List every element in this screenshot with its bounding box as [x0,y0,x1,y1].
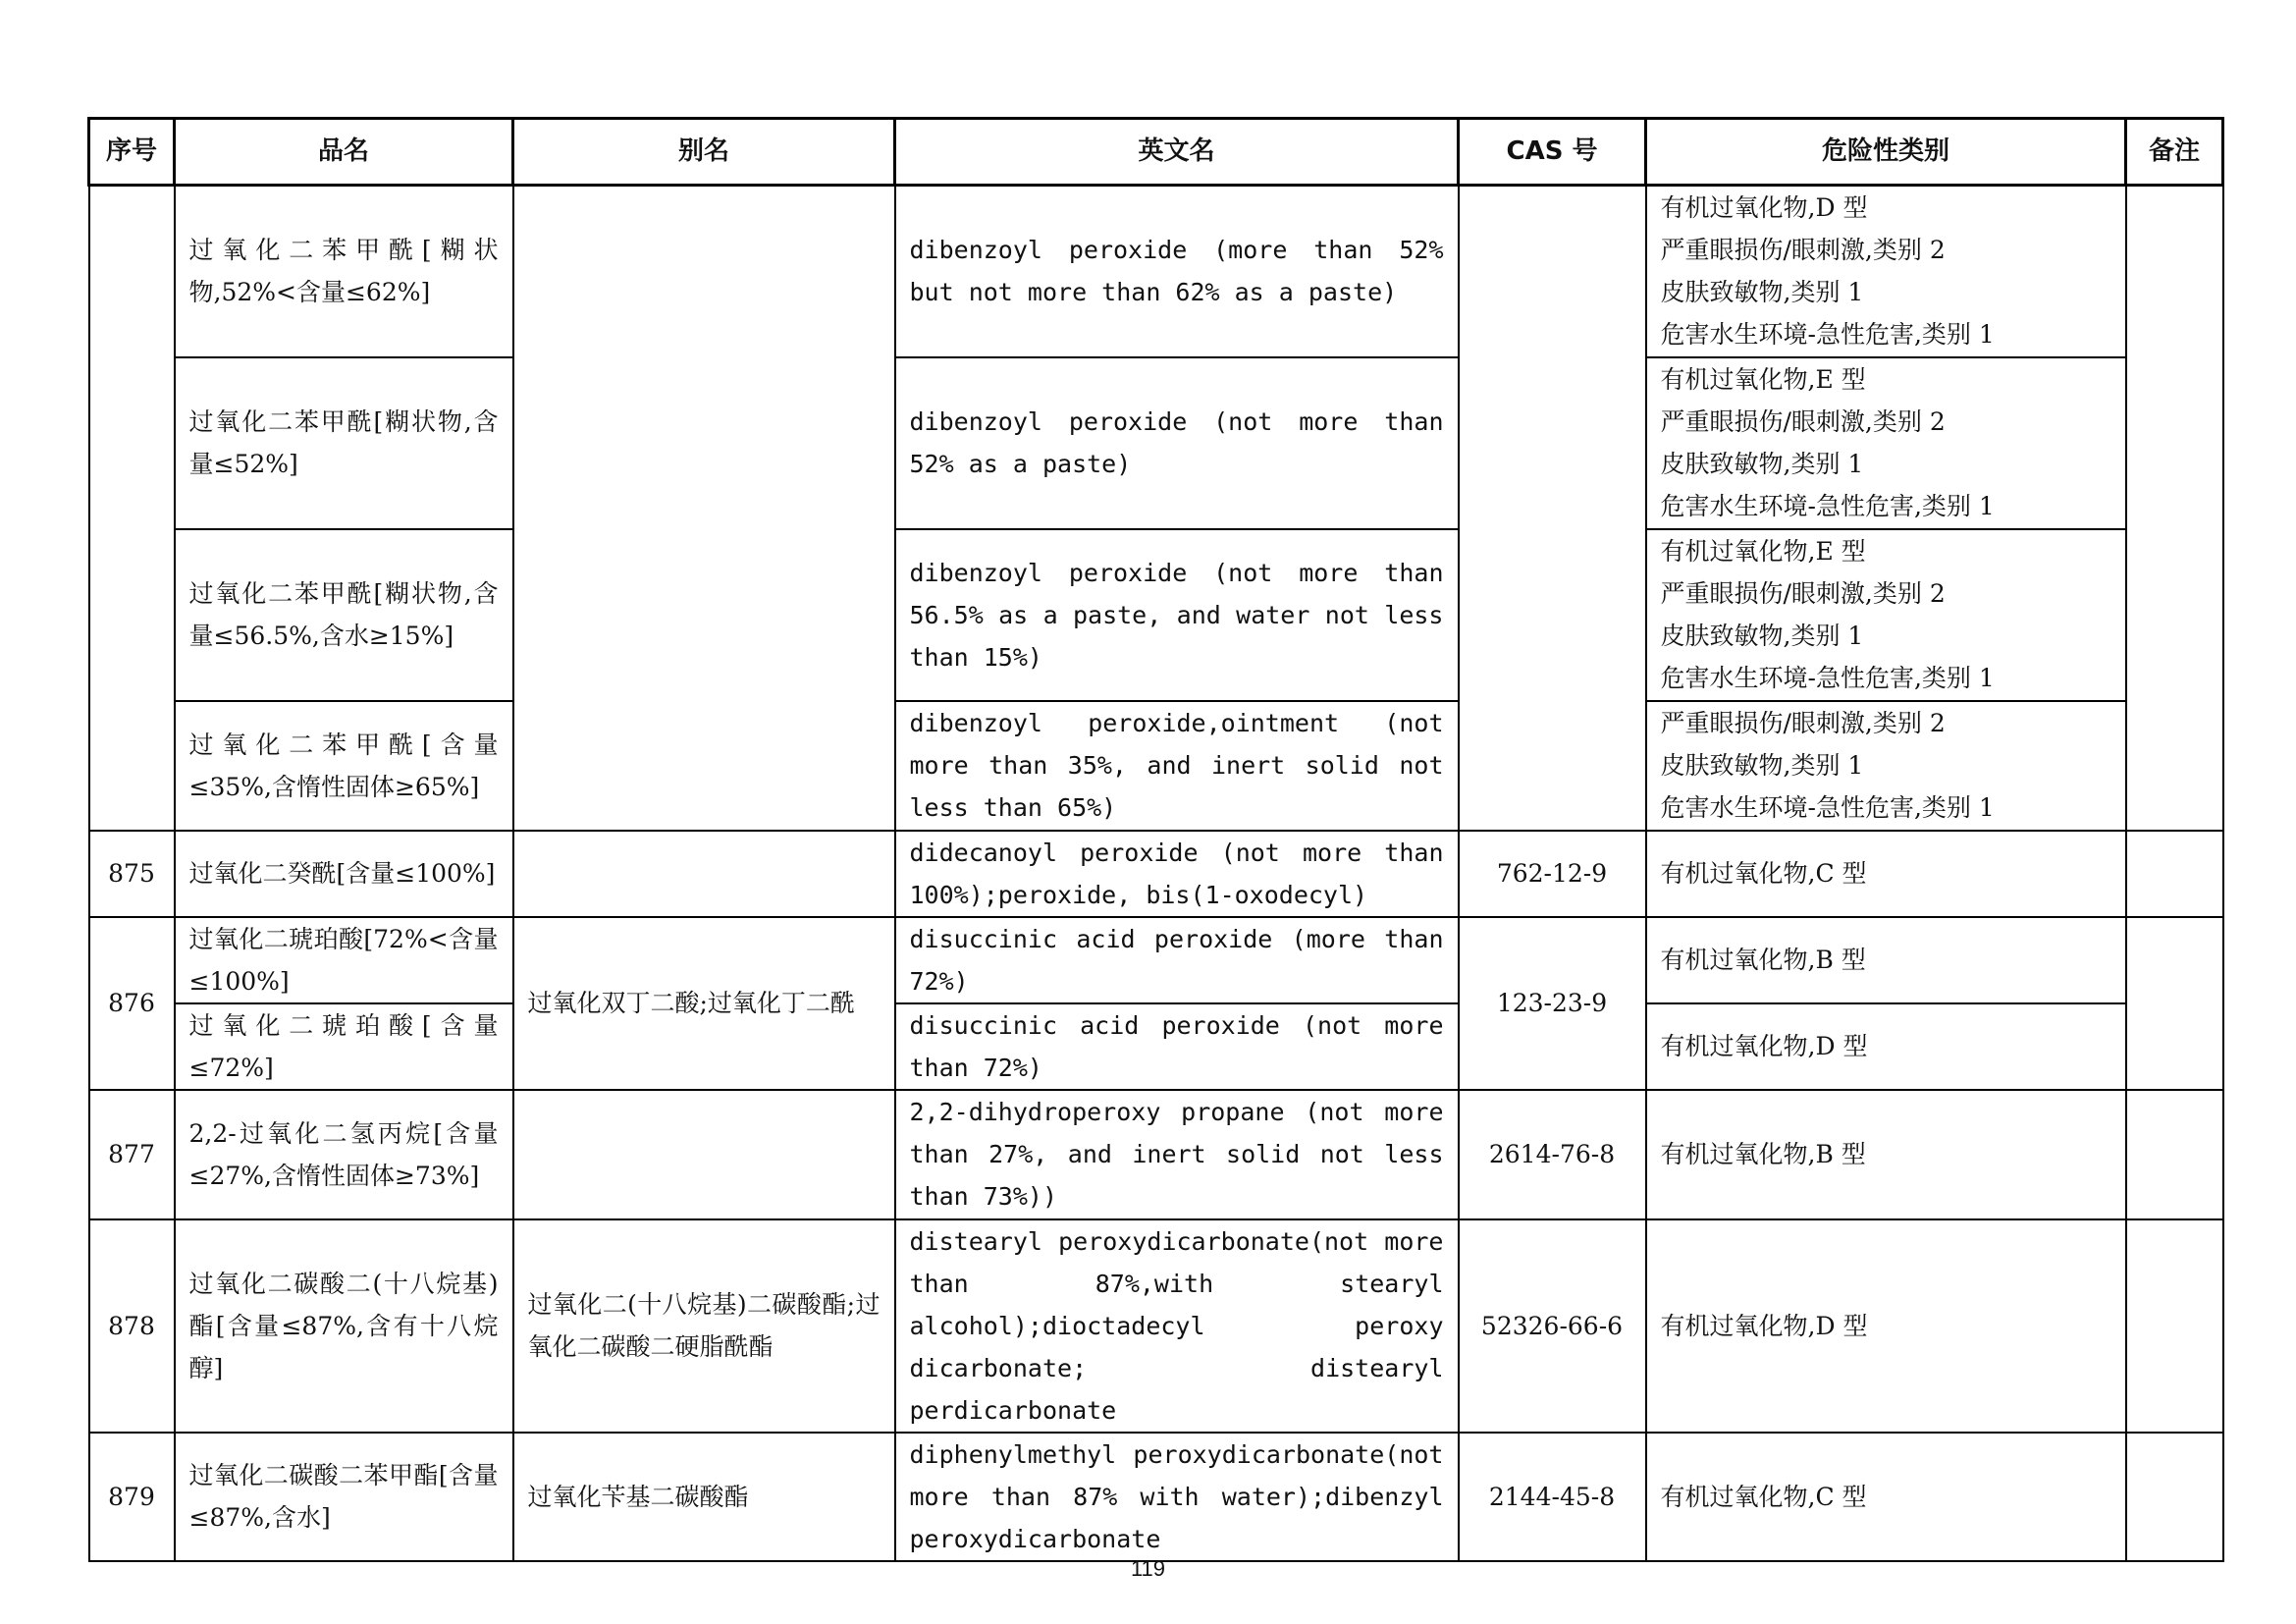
remark-cell [2126,1090,2223,1219]
english-name-cell: dibenzoyl peroxide,ointment (not more than 35%, and inert solid not less than 65%) [895,701,1459,831]
english-name-cell: diphenylmethyl peroxydicarbonate(not more than 87% with water);dibenzyl peroxydicarbonate [895,1433,1459,1561]
alias-cell: 过氧化苄基二碳酸酯 [513,1433,895,1561]
header-cas: CAS 号 [1459,119,1646,186]
hazard-cell: 严重眼损伤/眼刺激,类别 2 皮肤致敏物,类别 1 危害水生环境-急性危害,类别 1 [1646,701,2126,831]
hazard-cell: 有机过氧化物,D 型 [1646,1003,2126,1090]
remark-cell [2126,1433,2223,1561]
cas-cell: 2144-45-8 [1459,1433,1646,1561]
row-number-cell: 877 [89,1090,175,1219]
product-name-cell: 过氧化二癸酰[含量≤100%] [175,831,513,917]
header-remark: 备注 [2126,119,2223,186]
remark-cell [2126,1219,2223,1433]
table-row [89,1003,2223,1090]
product-name-cell: 过氧化二碳酸二(十八烷基)酯[含量≤87%,含有十八烷醇] [175,1219,513,1433]
english-name-cell: disuccinic acid peroxide (more than 72%) [895,917,1459,1003]
row-number-cell: 876 [89,917,175,1090]
remark-cell [2126,917,2223,1090]
alias-cell: 过氧化双丁二酸;过氧化丁二酰 [513,917,895,1090]
cas-cell: 52326-66-6 [1459,1219,1646,1433]
hazard-cell: 有机过氧化物,C 型 [1646,831,2126,917]
header-english: 英文名 [895,119,1459,186]
table-row [89,357,2223,529]
hazard-cell: 有机过氧化物,E 型 严重眼损伤/眼刺激,类别 2 皮肤致敏物,类别 1 危害水生环境-急性危害,类别 1 [1646,529,2126,701]
alias-cell [513,1090,895,1219]
product-name-cell: 过氧化二苯甲酰[含量≤35%,含惰性固体≥65%] [175,701,513,831]
remark-cell [2126,831,2223,917]
hazard-cell: 有机过氧化物,B 型 [1646,1090,2126,1219]
remark-cell [2126,186,2223,831]
table-row [89,831,2223,917]
row-number-cell: 879 [89,1433,175,1561]
english-name-cell: dibenzoyl peroxide (not more than 52% as a paste) [895,357,1459,529]
hazard-cell: 有机过氧化物,B 型 [1646,917,2126,1003]
cas-cell: 762-12-9 [1459,831,1646,917]
header-name: 品名 [175,119,513,186]
table-row [89,701,2223,831]
header-no: 序号 [89,119,175,186]
header-hazard: 危险性类别 [1646,119,2126,186]
table-header-row [89,119,2223,186]
table-row [89,1433,2223,1561]
chemical-catalog-table [87,117,2224,1562]
product-name-cell: 过氧化二碳酸二苯甲酯[含量≤87%,含水] [175,1433,513,1561]
product-name-cell: 2,2-过氧化二氢丙烷[含量≤27%,含惰性固体≥73%] [175,1090,513,1219]
alias-cell [513,186,895,831]
header-alias: 别名 [513,119,895,186]
product-name-cell: 过氧化二苯甲酰[糊状物,含量≤56.5%,含水≥15%] [175,529,513,701]
row-number-cell [89,186,175,831]
cas-cell [1459,186,1646,831]
table-row [89,186,2223,357]
cas-cell: 123-23-9 [1459,917,1646,1090]
hazard-cell: 有机过氧化物,D 型 严重眼损伤/眼刺激,类别 2 皮肤致敏物,类别 1 危害水生环境-急性危害,类别 1 [1646,186,2126,357]
row-number-cell: 878 [89,1219,175,1433]
english-name-cell: dibenzoyl peroxide (not more than 56.5% as a paste, and water not less than 15%) [895,529,1459,701]
page-number: 119 [1130,1556,1166,1581]
table-row [89,529,2223,701]
table-row [89,1090,2223,1219]
product-name-cell: 过氧化二苯甲酰[糊状物,含量≤52%] [175,357,513,529]
hazard-cell: 有机过氧化物,E 型 严重眼损伤/眼刺激,类别 2 皮肤致敏物,类别 1 危害水生环境-急性危害,类别 1 [1646,357,2126,529]
row-number-cell: 875 [89,831,175,917]
english-name-cell: 2,2-dihydroperoxy propane (not more than 27%, and inert solid not less than 73%)) [895,1090,1459,1219]
cas-cell: 2614-76-8 [1459,1090,1646,1219]
alias-cell [513,831,895,917]
english-name-cell: distearyl peroxydicarbonate(not more than 87%,with stearyl alcohol);dioctadecyl peroxy dicarbonate; distearyl perdicarbonate [895,1219,1459,1433]
hazard-cell: 有机过氧化物,D 型 [1646,1219,2126,1433]
hazard-cell: 有机过氧化物,C 型 [1646,1433,2126,1561]
english-name-cell: dibenzoyl peroxide (more than 52% but not more than 62% as a paste) [895,186,1459,357]
alias-cell: 过氧化二(十八烷基)二碳酸酯;过氧化二碳酸二硬脂酰酯 [513,1219,895,1433]
table-row [89,1219,2223,1433]
table-row [89,917,2223,1003]
product-name-cell: 过氧化二苯甲酰[糊状物,52%<含量≤62%] [175,186,513,357]
english-name-cell: didecanoyl peroxide (not more than 100%);peroxide, bis(1-oxodecyl) [895,831,1459,917]
product-name-cell: 过氧化二琥珀酸[含量≤72%] [175,1003,513,1090]
product-name-cell: 过氧化二琥珀酸[72%<含量≤100%] [175,917,513,1003]
english-name-cell: disuccinic acid peroxide (not more than 72%) [895,1003,1459,1090]
